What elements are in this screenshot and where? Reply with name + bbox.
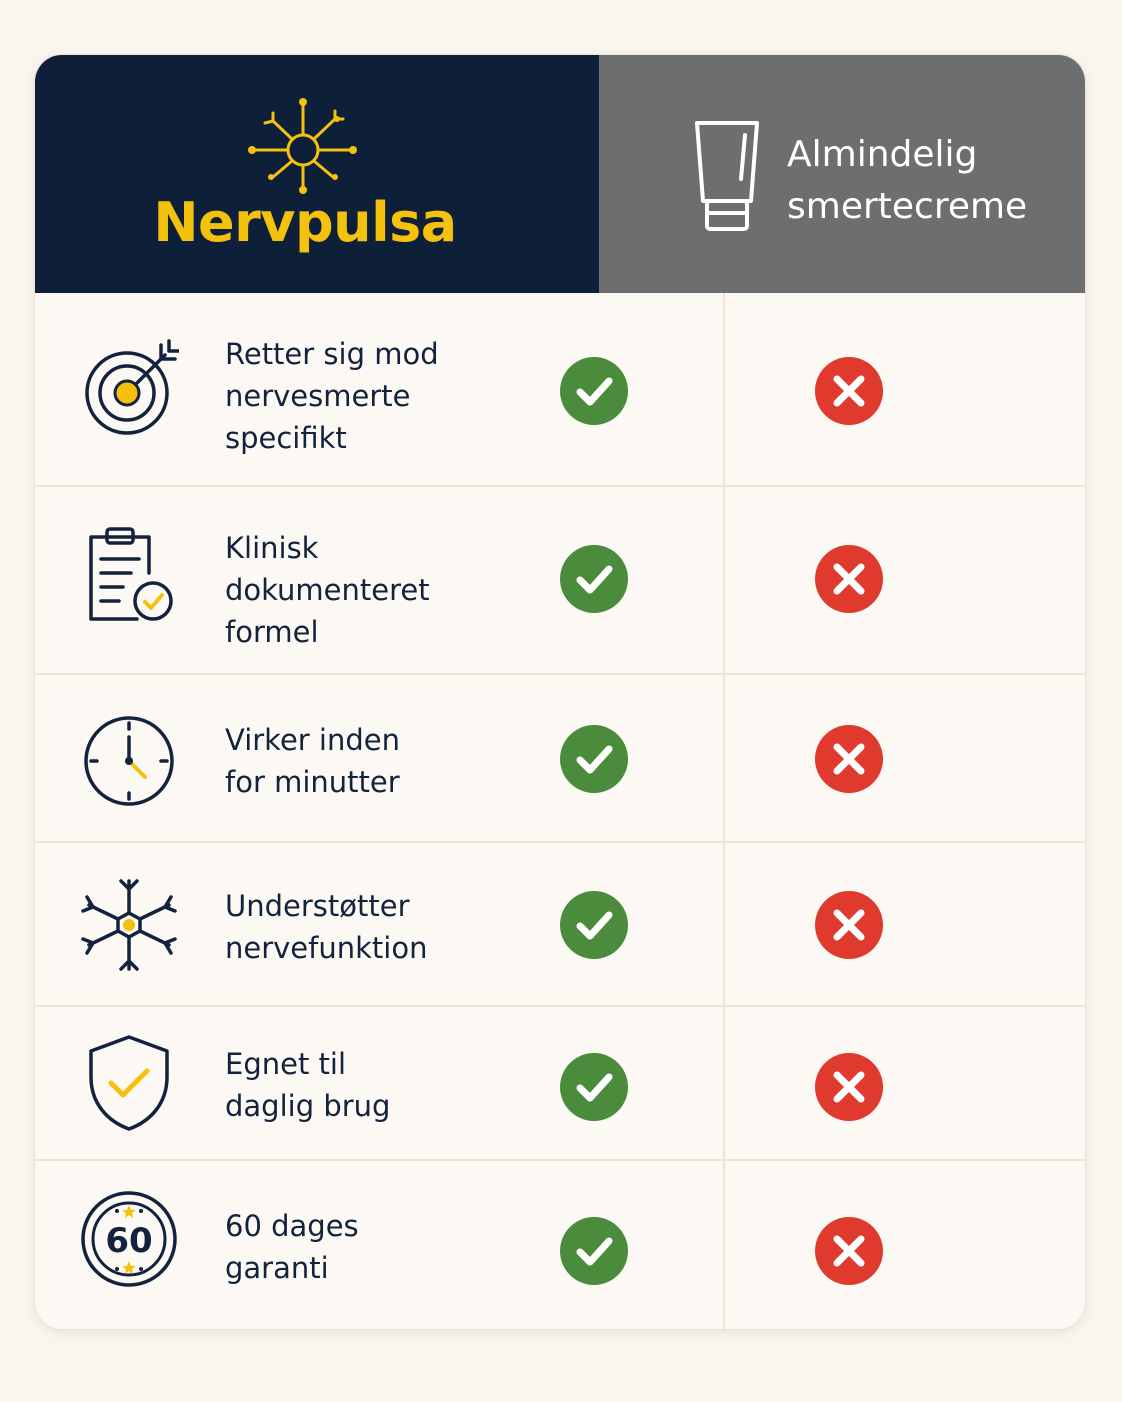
feature-row: [35, 1161, 1085, 1329]
feature-label-line: specifikt: [225, 421, 347, 455]
feature-label: [225, 719, 525, 803]
nerve-cell-icon: [79, 875, 179, 975]
brand-name: Nervpulsa: [153, 191, 457, 254]
feature-row: [35, 1007, 1085, 1161]
check-icon: [560, 545, 628, 613]
neuron-icon: [245, 95, 361, 195]
check-icon: [560, 1217, 628, 1285]
feature-label: [225, 527, 525, 653]
check-icon: [560, 891, 628, 959]
competitor-header: [599, 55, 1085, 293]
shield-check-icon: [79, 1033, 179, 1133]
check-icon: [560, 1053, 628, 1121]
clock-icon: [79, 711, 179, 811]
feature-row: [35, 487, 1085, 675]
cross-icon: [815, 725, 883, 793]
feature-label-line: for minutter: [225, 765, 400, 799]
check-icon: [560, 725, 628, 793]
cross-icon: [815, 891, 883, 959]
feature-row: [35, 675, 1085, 843]
comparison-card: [34, 54, 1086, 1330]
feature-label-line: Understøtter: [225, 889, 410, 923]
target-icon: [79, 337, 179, 437]
competitor-title: [787, 129, 1077, 233]
feature-label-line: nervefunktion: [225, 931, 428, 965]
feature-label: [225, 885, 525, 969]
guarantee-badge-icon: [79, 1189, 179, 1289]
badge-number: 60: [105, 1221, 153, 1261]
clipboard-check-icon: [79, 525, 179, 625]
feature-label: [225, 1205, 525, 1289]
feature-label-line: 60 dages: [225, 1209, 359, 1243]
feature-label-line: dokumenteret: [225, 573, 430, 607]
cream-tube-icon: [693, 117, 761, 235]
feature-label: [225, 1043, 525, 1127]
check-icon: [560, 357, 628, 425]
feature-label-line: garanti: [225, 1251, 329, 1285]
feature-label-line: Virker inden: [225, 723, 400, 757]
cross-icon: [815, 1217, 883, 1285]
feature-label-line: Klinisk: [225, 531, 319, 565]
feature-label: [225, 333, 525, 459]
cross-icon: [815, 1053, 883, 1121]
feature-label-line: Retter sig mod: [225, 337, 439, 371]
feature-label-line: daglig brug: [225, 1089, 391, 1123]
feature-label-line: Egnet til: [225, 1047, 347, 1081]
cross-icon: [815, 545, 883, 613]
feature-label-line: formel: [225, 615, 319, 649]
competitor-title-line: Almindelig: [787, 134, 978, 175]
feature-row: [35, 843, 1085, 1007]
competitor-title-line: smertecreme: [787, 186, 1028, 227]
feature-row: [35, 293, 1085, 487]
brand-header: [35, 55, 599, 293]
feature-label-line: nervesmerte: [225, 379, 411, 413]
cross-icon: [815, 357, 883, 425]
